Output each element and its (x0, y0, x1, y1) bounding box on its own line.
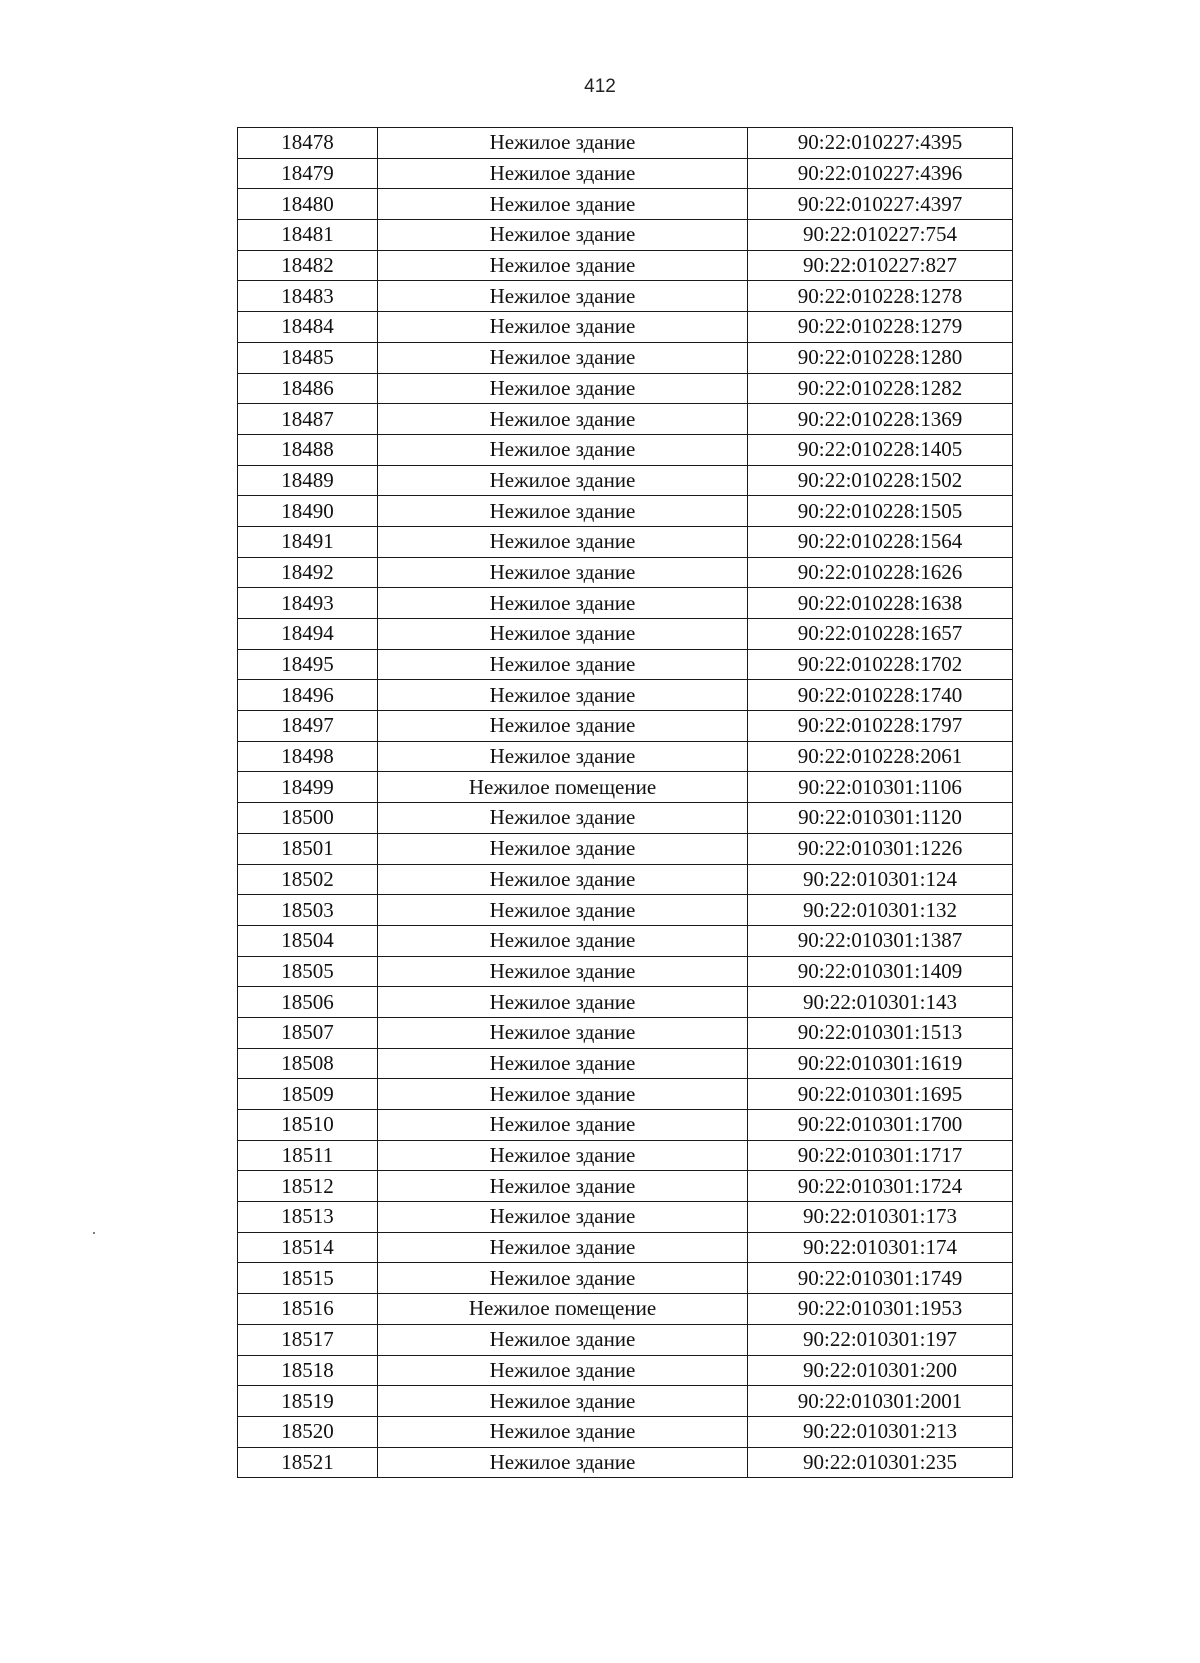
row-number-cell: 18492 (238, 557, 378, 588)
row-number-cell: 18493 (238, 588, 378, 619)
object-type-cell: Нежилое здание (378, 434, 748, 465)
object-type-cell: Нежилое помещение (378, 772, 748, 803)
row-number-cell: 18519 (238, 1386, 378, 1417)
row-number-cell: 18506 (238, 987, 378, 1018)
cadastral-number-cell: 90:22:010301:1226 (748, 833, 1013, 864)
object-type-cell: Нежилое здание (378, 925, 748, 956)
row-number-cell: 18507 (238, 1017, 378, 1048)
row-number-cell: 18478 (238, 128, 378, 159)
cadastral-number-cell: 90:22:010228:1638 (748, 588, 1013, 619)
table-row (238, 557, 1013, 588)
object-type-cell: Нежилое здание (378, 1416, 748, 1447)
table-row (238, 1079, 1013, 1110)
row-number-cell: 18495 (238, 649, 378, 680)
cadastral-number-cell: 90:22:010301:1120 (748, 803, 1013, 834)
cadastral-number-cell: 90:22:010301:2001 (748, 1386, 1013, 1417)
row-number-cell: 18520 (238, 1416, 378, 1447)
cadastral-number-cell: 90:22:010227:4397 (748, 189, 1013, 220)
object-type-cell: Нежилое здание (378, 373, 748, 404)
row-number-cell: 18501 (238, 833, 378, 864)
cadastral-number-cell: 90:22:010228:1369 (748, 404, 1013, 435)
object-type-cell: Нежилое здание (378, 1110, 748, 1141)
row-number-cell: 18521 (238, 1447, 378, 1478)
cadastral-number-cell: 90:22:010228:1564 (748, 526, 1013, 557)
cadastral-number-cell: 90:22:010301:197 (748, 1324, 1013, 1355)
table-row (238, 189, 1013, 220)
cadastral-number-cell: 90:22:010228:1740 (748, 680, 1013, 711)
object-type-cell: Нежилое здание (378, 741, 748, 772)
scan-speck (93, 1232, 95, 1234)
page-number: 412 (584, 76, 616, 97)
row-number-cell: 18502 (238, 864, 378, 895)
row-number-cell: 18485 (238, 342, 378, 373)
registry-table-body (238, 128, 1013, 1478)
row-number-cell: 18509 (238, 1079, 378, 1110)
cadastral-number-cell: 90:22:010228:2061 (748, 741, 1013, 772)
row-number-cell: 18482 (238, 250, 378, 281)
cadastral-number-cell: 90:22:010228:1797 (748, 711, 1013, 742)
object-type-cell: Нежилое здание (378, 1017, 748, 1048)
table-row (238, 588, 1013, 619)
row-number-cell: 18484 (238, 312, 378, 343)
object-type-cell: Нежилое здание (378, 1048, 748, 1079)
table-row (238, 434, 1013, 465)
object-type-cell: Нежилое здание (378, 1447, 748, 1478)
table-row (238, 895, 1013, 926)
object-type-cell: Нежилое здание (378, 803, 748, 834)
table-row (238, 619, 1013, 650)
cadastral-number-cell: 90:22:010301:1700 (748, 1110, 1013, 1141)
row-number-cell: 18488 (238, 434, 378, 465)
object-type-cell: Нежилое здание (378, 342, 748, 373)
table-row (238, 1416, 1013, 1447)
object-type-cell: Нежилое здание (378, 1355, 748, 1386)
row-number-cell: 18511 (238, 1140, 378, 1171)
table-row (238, 250, 1013, 281)
row-number-cell: 18516 (238, 1294, 378, 1325)
object-type-cell: Нежилое здание (378, 220, 748, 251)
row-number-cell: 18504 (238, 925, 378, 956)
cadastral-number-cell: 90:22:010228:1280 (748, 342, 1013, 373)
cadastral-number-cell: 90:22:010301:213 (748, 1416, 1013, 1447)
table-row (238, 741, 1013, 772)
cadastral-number-cell: 90:22:010301:200 (748, 1355, 1013, 1386)
cadastral-number-cell: 90:22:010228:1502 (748, 465, 1013, 496)
cadastral-number-cell: 90:22:010228:1279 (748, 312, 1013, 343)
cadastral-number-cell: 90:22:010301:1106 (748, 772, 1013, 803)
table-row (238, 404, 1013, 435)
object-type-cell: Нежилое здание (378, 281, 748, 312)
cadastral-number-cell: 90:22:010301:1619 (748, 1048, 1013, 1079)
table-row (238, 1202, 1013, 1233)
row-number-cell: 18514 (238, 1232, 378, 1263)
row-number-cell: 18508 (238, 1048, 378, 1079)
object-type-cell: Нежилое здание (378, 1232, 748, 1263)
cadastral-number-cell: 90:22:010227:4395 (748, 128, 1013, 159)
row-number-cell: 18479 (238, 158, 378, 189)
property-registry-table (237, 127, 1013, 1478)
object-type-cell: Нежилое здание (378, 496, 748, 527)
row-number-cell: 18518 (238, 1355, 378, 1386)
object-type-cell: Нежилое здание (378, 588, 748, 619)
object-type-cell: Нежилое здание (378, 1263, 748, 1294)
object-type-cell: Нежилое здание (378, 557, 748, 588)
row-number-cell: 18483 (238, 281, 378, 312)
table-row (238, 833, 1013, 864)
table-row (238, 987, 1013, 1018)
object-type-cell: Нежилое здание (378, 619, 748, 650)
table-row (238, 864, 1013, 895)
cadastral-number-cell: 90:22:010228:1657 (748, 619, 1013, 650)
table-row (238, 128, 1013, 159)
cadastral-number-cell: 90:22:010301:132 (748, 895, 1013, 926)
table-row (238, 373, 1013, 404)
table-row (238, 649, 1013, 680)
cadastral-number-cell: 90:22:010227:4396 (748, 158, 1013, 189)
cadastral-number-cell: 90:22:010301:124 (748, 864, 1013, 895)
row-number-cell: 18500 (238, 803, 378, 834)
cadastral-number-cell: 90:22:010301:235 (748, 1447, 1013, 1478)
table-row (238, 1140, 1013, 1171)
object-type-cell: Нежилое здание (378, 833, 748, 864)
cadastral-number-cell: 90:22:010301:1387 (748, 925, 1013, 956)
table-row (238, 803, 1013, 834)
cadastral-number-cell: 90:22:010228:1702 (748, 649, 1013, 680)
row-number-cell: 18505 (238, 956, 378, 987)
object-type-cell: Нежилое здание (378, 864, 748, 895)
object-type-cell: Нежилое здание (378, 1140, 748, 1171)
row-number-cell: 18481 (238, 220, 378, 251)
row-number-cell: 18512 (238, 1171, 378, 1202)
object-type-cell: Нежилое здание (378, 189, 748, 220)
object-type-cell: Нежилое здание (378, 1386, 748, 1417)
table-row (238, 1017, 1013, 1048)
object-type-cell: Нежилое здание (378, 1324, 748, 1355)
cadastral-number-cell: 90:22:010301:1695 (748, 1079, 1013, 1110)
object-type-cell: Нежилое здание (378, 128, 748, 159)
object-type-cell: Нежилое здание (378, 158, 748, 189)
row-number-cell: 18513 (238, 1202, 378, 1233)
table-row (238, 1110, 1013, 1141)
table-row (238, 1447, 1013, 1478)
object-type-cell: Нежилое здание (378, 465, 748, 496)
row-number-cell: 18487 (238, 404, 378, 435)
table-row (238, 1263, 1013, 1294)
object-type-cell: Нежилое здание (378, 956, 748, 987)
cadastral-number-cell: 90:22:010301:1724 (748, 1171, 1013, 1202)
cadastral-number-cell: 90:22:010228:1405 (748, 434, 1013, 465)
object-type-cell: Нежилое здание (378, 649, 748, 680)
row-number-cell: 18494 (238, 619, 378, 650)
row-number-cell: 18486 (238, 373, 378, 404)
cadastral-number-cell: 90:22:010228:1626 (748, 557, 1013, 588)
row-number-cell: 18490 (238, 496, 378, 527)
table-row (238, 1232, 1013, 1263)
row-number-cell: 18496 (238, 680, 378, 711)
row-number-cell: 18503 (238, 895, 378, 926)
object-type-cell: Нежилое помещение (378, 1294, 748, 1325)
cadastral-number-cell: 90:22:010228:1278 (748, 281, 1013, 312)
table-row (238, 158, 1013, 189)
row-number-cell: 18480 (238, 189, 378, 220)
object-type-cell: Нежилое здание (378, 711, 748, 742)
table-row (238, 526, 1013, 557)
table-row (238, 220, 1013, 251)
row-number-cell: 18491 (238, 526, 378, 557)
cadastral-number-cell: 90:22:010301:1513 (748, 1017, 1013, 1048)
table-row (238, 342, 1013, 373)
cadastral-number-cell: 90:22:010301:1749 (748, 1263, 1013, 1294)
object-type-cell: Нежилое здание (378, 404, 748, 435)
table-row (238, 496, 1013, 527)
object-type-cell: Нежилое здание (378, 1202, 748, 1233)
object-type-cell: Нежилое здание (378, 1079, 748, 1110)
table-row (238, 1386, 1013, 1417)
table-row (238, 1355, 1013, 1386)
table-row (238, 956, 1013, 987)
row-number-cell: 18498 (238, 741, 378, 772)
table-row (238, 711, 1013, 742)
table-row (238, 1294, 1013, 1325)
object-type-cell: Нежилое здание (378, 312, 748, 343)
cadastral-number-cell: 90:22:010301:1409 (748, 956, 1013, 987)
row-number-cell: 18515 (238, 1263, 378, 1294)
row-number-cell: 18510 (238, 1110, 378, 1141)
table-row (238, 925, 1013, 956)
cadastral-number-cell: 90:22:010301:1953 (748, 1294, 1013, 1325)
cadastral-number-cell: 90:22:010301:1717 (748, 1140, 1013, 1171)
row-number-cell: 18497 (238, 711, 378, 742)
cadastral-number-cell: 90:22:010301:174 (748, 1232, 1013, 1263)
table-row (238, 1048, 1013, 1079)
cadastral-number-cell: 90:22:010228:1505 (748, 496, 1013, 527)
table-row (238, 1171, 1013, 1202)
table-row (238, 281, 1013, 312)
table-row (238, 1324, 1013, 1355)
cadastral-number-cell: 90:22:010227:827 (748, 250, 1013, 281)
table-row (238, 312, 1013, 343)
object-type-cell: Нежилое здание (378, 526, 748, 557)
cadastral-number-cell: 90:22:010301:143 (748, 987, 1013, 1018)
table-row (238, 680, 1013, 711)
object-type-cell: Нежилое здание (378, 680, 748, 711)
row-number-cell: 18489 (238, 465, 378, 496)
row-number-cell: 18517 (238, 1324, 378, 1355)
cadastral-number-cell: 90:22:010301:173 (748, 1202, 1013, 1233)
object-type-cell: Нежилое здание (378, 895, 748, 926)
object-type-cell: Нежилое здание (378, 250, 748, 281)
row-number-cell: 18499 (238, 772, 378, 803)
object-type-cell: Нежилое здание (378, 987, 748, 1018)
table-row (238, 772, 1013, 803)
cadastral-number-cell: 90:22:010228:1282 (748, 373, 1013, 404)
cadastral-number-cell: 90:22:010227:754 (748, 220, 1013, 251)
table-row (238, 465, 1013, 496)
object-type-cell: Нежилое здание (378, 1171, 748, 1202)
